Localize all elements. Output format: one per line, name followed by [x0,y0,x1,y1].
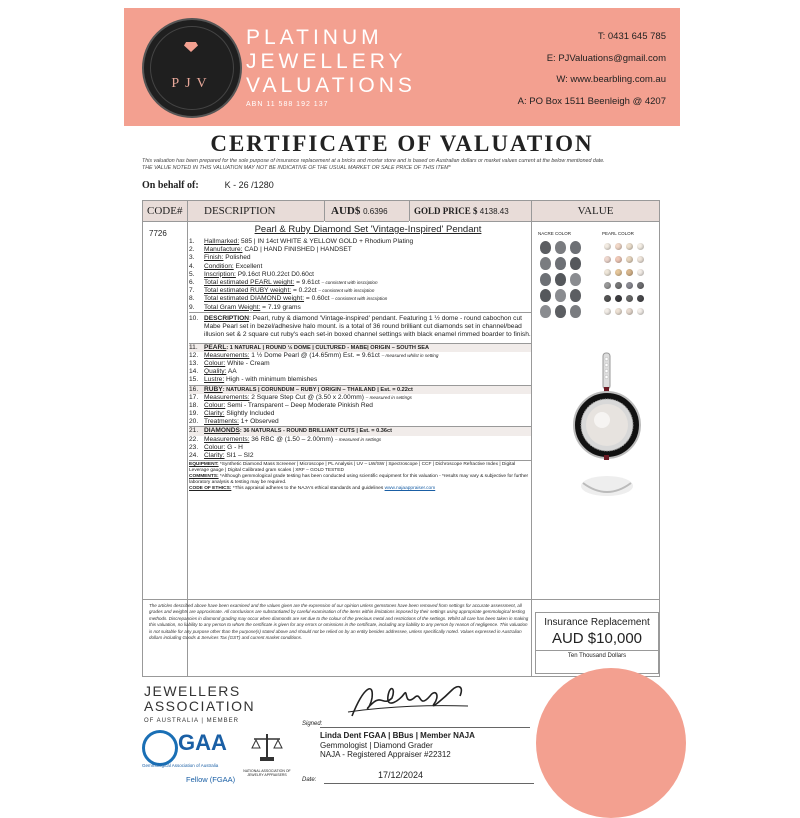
row-label: Measurements: [204,393,250,401]
brand-line: JEWELLERY [246,50,407,73]
detail-row [189,436,531,444]
row-value: = 9.61ct [296,278,320,286]
row-note: – measured whilst in setting [381,352,439,358]
detail-row [189,368,531,376]
comments-label: COMMENTS: [189,474,219,480]
row-label: Finish: [204,254,224,262]
grader-title: Gemmologist | Diamond Grader [320,740,433,750]
postal-address: A: PO Box 1511 Beenleigh @ 4207 [517,95,666,107]
detail-row [189,263,531,271]
row-value: 2 Square Step Cut @ (3.50 x 2.00mm) [251,393,364,401]
col-value-header: VALUE [532,201,659,222]
grader-registration: NAJA - Registered Appraiser #22312 [320,750,451,759]
pearl-swatch [604,295,611,302]
nacre-swatch [570,273,581,286]
row-value: P9.16ct RU0.22ct D0.60ct [237,270,314,278]
col-gold-header [410,201,531,222]
detail-row [189,452,531,460]
gaa-subtitle: Gemmological Association of Australia [142,763,219,768]
nacre-swatch [570,305,581,318]
description-section [189,312,531,343]
row-note: – consistent with inscription [318,288,375,294]
website: W: www.bearbling.com.au [556,74,666,85]
nacre-swatch [555,257,566,270]
note-line: THE VALUE NOTED IN THIS VALUATION MAY NOT BE INDICATIVE OF THE USUAL MARKET OR SALE PRICE OF THIS ITEM* [142,165,451,171]
row-number: 19. [189,410,199,418]
pearl-swatch [626,308,633,315]
row-label: Total estimated DIAMOND weight: [204,295,305,303]
pearl-swatch [615,308,622,315]
pearl-swatch [604,256,611,263]
gold-label: GOLD PRICE $ [414,206,478,216]
row-note: – measured in settings [365,394,412,400]
divider [143,599,659,600]
product-title: Pearl & Ruby Diamond Set 'Vintage-Inspired' Pendant [254,224,482,235]
ja-line: ASSOCIATION [144,698,256,714]
row-number: 2. [189,246,195,254]
row-value: 585 | IN 14ct WHITE & YELLOW GOLD + Rhodium Plating [241,238,414,245]
diamond-rows [189,436,531,461]
row-number: 3. [189,254,195,262]
detail-row [189,304,531,312]
row-number: 13. [189,359,199,367]
pearl-swatch [637,243,644,250]
row-value: CAD | HAND FINISHED | HANDSET [244,246,352,254]
detail-row [189,418,531,426]
logo-text: PJV [171,76,213,91]
pearl-swatch [637,295,644,302]
row-number: 18. [189,401,199,409]
equipment-section [189,460,531,492]
aud-value: 0.6396 [363,207,388,216]
row-number: 5. [189,270,195,278]
row-number: 1. [189,238,195,245]
pearl-swatch [637,282,644,289]
row-label: Measurements: [204,435,250,443]
detail-row [189,287,531,295]
insurance-amount: AUD $10,000 [551,630,643,647]
brand-line: VALUATIONS [246,74,416,97]
row-value: Excellent [235,262,263,270]
row-label: Clarity: [204,410,225,418]
signature [344,676,484,724]
diamond-summary: : 36 NATURALS - ROUND BRILLIANT CUTS | Est. = 0.36ct [239,428,392,435]
pearl-summary: : 1 NATURAL | ROUND ½ DOME | CULTURED - MABE| ORIGIN – SOUTH SEA [226,344,430,351]
row-value: Semi - Transparent – Deep Moderate Pinkish Red [227,401,373,409]
row-number: 24. [189,452,199,460]
nacre-swatch [570,289,581,302]
signed-label: Signed: [302,721,323,727]
row-value: AA [227,368,237,376]
row-label: Lustre: [204,376,225,384]
row-label: Colour: [204,401,226,409]
detail-row [189,376,531,384]
detail-row [189,410,531,418]
row-number: 11. [189,343,198,351]
certificate-title: CERTIFICATE OF VALUATION [210,131,594,156]
gold-value: 4138.43 [479,207,509,216]
date-label: Date: [302,777,317,783]
email: E: PJValuations@gmail.com [546,52,666,64]
valuation-date: 17/12/2024 [378,770,424,780]
logo-ring [150,26,234,110]
date-line [324,783,534,784]
nacre-swatch [540,289,551,302]
col-aud-header [325,201,409,222]
ruby-rows [189,394,531,427]
jewellers-association-logo [144,684,255,729]
row-label: Manufacture: [204,246,243,254]
equipment-body: *Synthetic Diamond Mass Screener | Microscope | PL Analysis | UV – LW/SW | Spectroscope | CCF | Dichroscope Refractive Index | Digital Leverage gauge | Digital Calibrated gram scales | XRF – GOLD TESTED [189,462,516,474]
nacre-swatch [555,273,566,286]
divider [531,599,532,676]
row-label: Total estimated RUBY weight: [204,287,292,295]
row-value: = 7.19 grams [262,303,301,311]
gaa-emblem-icon [142,730,178,766]
ja-member: OF AUSTRALIA | MEMBER [144,718,239,724]
nacre-swatch [555,305,566,318]
row-label: Colour: [204,443,226,451]
description-label: DESCRIPTION [204,314,250,322]
row-value: G - H [227,443,243,451]
row-value: Polished [225,254,251,262]
detail-row [189,271,531,279]
detail-row [189,444,531,452]
pearl-header [189,344,531,352]
row-number: 21. [189,427,199,435]
detail-row [189,238,531,246]
pearl-swatch [604,269,611,276]
note-line: This valuation has been prepared for the sole purpose of insurance replacement at a bricks and mortar store and is based on Australian dollars or market values current at the below mentioned date. [142,158,605,164]
row-number: 10. [189,314,199,322]
nacre-swatch [540,241,551,254]
pearl-swatch [615,282,622,289]
nacre-swatch [555,289,566,302]
insurance-replacement-box [535,612,659,674]
pearl-swatch [604,243,611,250]
detail-row [189,254,531,262]
scales-icon [250,732,284,762]
row-label: Treatments: [204,418,239,426]
decorative-circle [536,668,686,818]
pearl-swatch [637,269,644,276]
row-value: 1 ½ Dome Pearl @ (14.65mm) Est. = 9.61ct [251,351,380,359]
detail-row [189,360,531,368]
grader-name: Linda Dent FGAA | BBus | Member NAJA [320,731,475,740]
pearl-swatch [637,256,644,263]
detail-row [189,352,531,360]
pearl-swatch [626,269,633,276]
row-label: Total estimated PEARL weight: [204,278,295,286]
ruby-label: RUBY [204,385,223,393]
pearl-swatch [615,243,622,250]
col-description-header: DESCRIPTION [188,201,324,222]
naja-link[interactable]: www.najaappraiser.com [384,486,436,492]
row-value: 36 RBC @ (1.50 – 2.00mm) [251,435,334,443]
pearl-swatch [604,308,611,315]
row-value: 1+ Observed [240,418,279,426]
row-number: 12. [189,351,199,359]
pearl-swatch [615,256,622,263]
row-note: – consistent with inscription [331,296,388,302]
nacre-swatch [540,257,551,270]
ruby-summary: : NATURALS | CORUNDUM – RUBY | ORIGIN – THAILAND | Est. = 0.22ct [222,386,413,393]
equipment-label: EQUIPMENT: [189,462,219,468]
phone: T: 0431 645 785 [597,31,666,42]
divider [324,201,325,221]
row-label: Quality: [204,368,227,376]
insurance-label: Insurance Replacement [544,617,650,628]
ethics-label: CODE OF ETHICS: [189,486,232,492]
abn-number: ABN 11 588 192 137 [246,101,329,108]
ruby-section [189,385,531,427]
ethics-text [189,486,531,492]
row-number: 17. [189,393,199,401]
pearl-color-label: PEARL COLOR [602,231,634,236]
pearl-swatch [626,243,633,250]
general-items [189,238,531,312]
row-label: Colour: [204,359,226,367]
diamond-section [189,426,531,460]
pearl-section [189,343,531,385]
pearl-swatch [626,256,633,263]
row-number: 9. [189,303,195,311]
pearl-swatch [615,269,622,276]
ruby-header [189,386,531,394]
row-number: 8. [189,295,195,303]
pearl-rows [189,352,531,385]
item-details [189,238,531,492]
row-label: Clarity: [204,452,225,460]
equipment-text [189,462,531,474]
pearl-swatch [604,282,611,289]
row-number: 15. [189,376,199,384]
row-label: Hallmarked: [204,238,240,245]
pearl-swatch [626,295,633,302]
row-note: – consistent with inscription [321,279,378,285]
row-note: – measured in settings [334,436,382,442]
ethics-body: *This appraisal adheres to the NAJA's ethical standards and guidelines [231,486,385,492]
detail-row [189,295,531,303]
brand-name [246,26,416,98]
row-number: 20. [189,418,199,426]
row-number: 7. [189,287,195,295]
row-value: = 0.60ct [305,295,330,303]
row-label: Measurements: [204,351,250,359]
signature-line [320,727,530,728]
pearl-swatch [615,295,622,302]
nacre-swatch [570,257,581,270]
description-text [189,315,531,340]
row-value: High - with minimum blemishes [226,376,318,384]
detail-row [189,402,531,410]
row-value: SI1 – SI2 [226,452,254,460]
nacre-swatch [570,241,581,254]
nacre-swatch [540,273,551,286]
naja-logo [242,732,292,777]
divider [409,201,410,221]
detail-row [189,246,531,254]
detail-row [189,394,531,402]
row-number: 4. [189,262,195,270]
row-number: 23. [189,443,199,451]
pearl-swatch [637,308,644,315]
on-behalf-of [142,180,274,191]
behalf-label: On behalf of: [142,180,199,191]
nacre-color-label: NACRE COLOR [538,231,572,236]
certificate-page [124,8,680,792]
insurance-words: Ten Thousand Dollars [536,650,658,659]
contact-block [518,26,666,112]
header-banner [124,8,680,126]
row-number: 6. [189,278,195,286]
detail-row [189,279,531,287]
legal-disclaimer: The articles described above have been examined and the values given are the expression of our opinion unless gemstones have been removed from settings for accurate assessment, all grades and weights are approximate. All conclusions are substantiated by careful examination of the items within limitations imposed by their settings using appropriate gemmological testing methods. Discrepancies in diamond grading may occur when diamonds are set due to the colour of the precious metal and restrictions of the settings. Whilst all care has been taken in making this valuation, no liability to any person to whom the certificate is given for any errors or omissions in the certificate, including any liability to any person by reason of negligence. This valuation is not suitable for any purpose other than the purpose(s) stated above and should not be relied on by an entity besides addressee, unless specifically noted. Values expressed in Australian dollars including Goods & Services Tax (GST) and current market conditions. [149,603,529,641]
purpose-note [142,158,672,172]
item-code: 7726 [149,229,167,238]
nacre-swatch [555,241,566,254]
row-value: = 0.22ct [292,287,317,295]
gaa-fellow: Fellow (FGAA) [186,775,236,784]
valuation-table [142,200,660,677]
nacre-swatch [540,305,551,318]
gaa-text: GAA [178,730,227,755]
pearl-swatch [626,282,633,289]
aud-label: AUD$ [331,205,361,217]
row-value: Slightly Included [226,410,275,418]
row-number: 16. [189,385,199,393]
diamond-header [189,427,531,435]
pearl-label: PEARL [204,343,227,351]
ja-line: JEWELLERS [144,683,241,699]
description-body: : Pearl, ruby & diamond 'Vintage-inspired' pendant. Featuring 1 ½ dome - round cabochon cut Mabe Pearl set in bezel/adhesive halo mount. is a total of 36 round brilliant cut diamonds set in channel/bead illusion set & 2 square cut ruby's each set-in boxed channel settings with black enamel rimmed boarder to finish. [204,314,531,339]
row-label: Inscription: [204,270,236,278]
grader-details [320,731,475,760]
row-number: 14. [189,368,199,376]
row-number: 22. [189,435,199,443]
row-label: Condition: [204,262,234,270]
pjv-logo [142,18,242,118]
comments-body: *Although gemmological grade testing has been conducted using scientific equipment for this valuation - *results may vary & subjective for further laboratory analysis & testing may be required. [189,474,529,486]
col-code-header: CODE# [143,201,191,222]
pendant-photo [572,351,642,501]
row-label: Total Gram Weight: [204,303,261,311]
row-value: White - Cream [227,359,270,367]
brand-line: PLATINUM [246,26,383,49]
behalf-value: K - 26 /1280 [224,180,274,190]
diamond-label: DIAMONDS [204,427,240,435]
naja-text: NATIONAL ASSOCIATION OF JEWELRY APPRAISERS [243,769,291,777]
comments-text [189,474,531,486]
